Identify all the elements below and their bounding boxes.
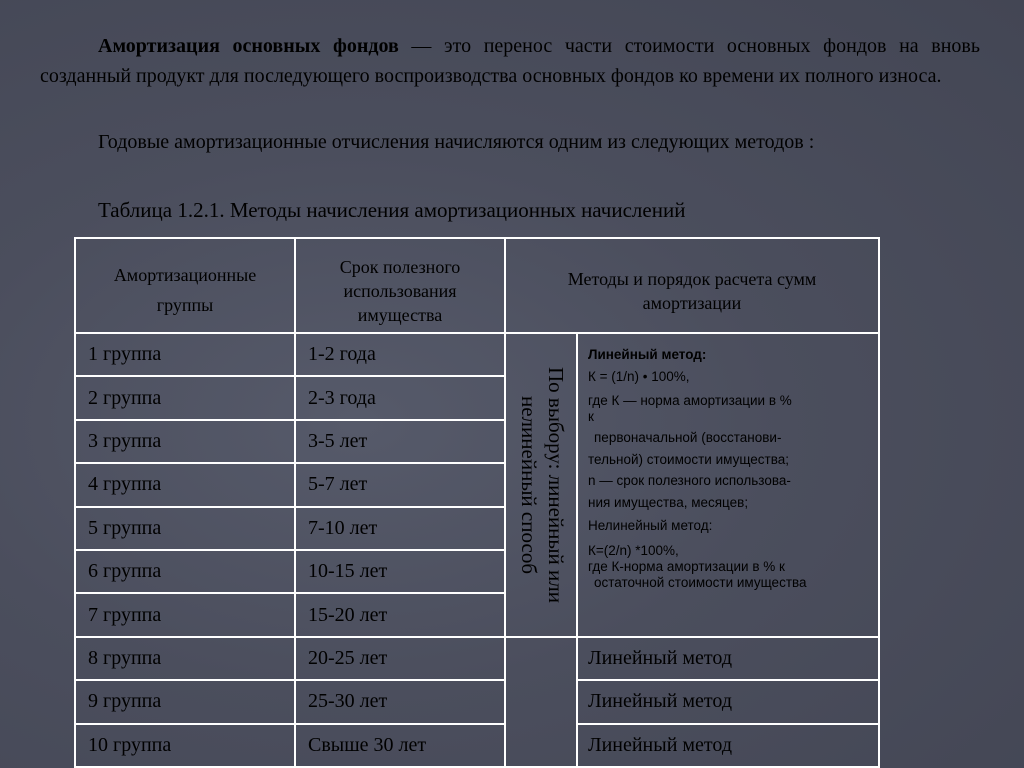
table-row	[75, 637, 879, 680]
term-cell: 15-20 лет	[295, 593, 505, 636]
table-row	[75, 333, 879, 376]
method-cell: Линейный метод	[577, 637, 879, 680]
group-cell: 5 группа	[75, 507, 295, 550]
nonlinear-method-title: Нелинейный метод:	[588, 518, 713, 533]
choice-cell	[505, 333, 577, 637]
group-cell: 3 группа	[75, 420, 295, 463]
where-k: где К — норма амортизации в %	[588, 393, 792, 408]
definition-text: — это перенос части стоимости основных фондов на вновь созданный продукт для последующего воспроизводства основных фондов ко времени их полного износа.	[40, 35, 980, 87]
k-to: к	[588, 409, 594, 424]
method-cell: Линейный метод	[577, 724, 879, 767]
methods-intro-paragraph: Годовые амортизационные отчисления начисляются одним из следующих методов :	[98, 131, 815, 153]
group-cell: 10 группа	[75, 724, 295, 767]
method-cell: Линейный метод	[577, 680, 879, 723]
term-cell: 2-3 года	[295, 376, 505, 419]
nonlinear-formula: К=(2/n) *100%,	[588, 542, 679, 558]
group-cell: 2 группа	[75, 376, 295, 419]
table-header-row	[75, 238, 879, 333]
n-definition-line-2: ния имущества, месяцев;	[588, 494, 749, 510]
group-cell: 7 группа	[75, 593, 295, 636]
nonlinear-where: где К-норма амортизации в % к	[588, 558, 785, 574]
table-row	[75, 724, 879, 767]
depreciation-table	[74, 237, 880, 768]
residual-cost: остаточной стоимости имущества	[594, 574, 807, 590]
linear-method-title: Линейный метод:	[588, 347, 707, 362]
term-cell: 25-30 лет	[295, 680, 505, 723]
definition-term: Амортизация основных фондов	[98, 35, 399, 57]
linear-formula: К = (1/n) • 100%,	[588, 368, 690, 384]
initial-cost-line-1: первоначальной (восстанови-	[594, 430, 782, 445]
choice-text: По выбору: линейный или нелинейный способ	[517, 366, 568, 603]
term-cell: 5-7 лет	[295, 463, 505, 506]
term-cell: Свыше 30 лет	[295, 724, 505, 767]
n-definition-line-1: n — срок полезного использова-	[588, 473, 791, 488]
header-term: Срок полезного использования имущества	[295, 238, 505, 333]
method-details-cell	[577, 333, 879, 637]
term-cell: 10-15 лет	[295, 550, 505, 593]
term-cell: 20-25 лет	[295, 637, 505, 680]
empty-choice-cell	[505, 637, 577, 767]
group-cell: 6 группа	[75, 550, 295, 593]
term-cell: 3-5 лет	[295, 420, 505, 463]
table-row	[75, 680, 879, 723]
initial-cost-line-2: тельной) стоимости имущества;	[588, 451, 789, 467]
group-cell: 1 группа	[75, 333, 295, 376]
group-cell: 9 группа	[75, 680, 295, 723]
definition-paragraph	[40, 31, 980, 91]
group-cell: 4 группа	[75, 463, 295, 506]
term-cell: 1-2 года	[295, 333, 505, 376]
header-methods: Методы и порядок расчета сумм амортизации	[505, 238, 879, 333]
header-groups: Амортизационные группы	[75, 238, 295, 333]
group-cell: 8 группа	[75, 637, 295, 680]
term-cell: 7-10 лет	[295, 507, 505, 550]
table-caption: Таблица 1.2.1. Методы начисления амортизационных начислений	[98, 198, 686, 222]
